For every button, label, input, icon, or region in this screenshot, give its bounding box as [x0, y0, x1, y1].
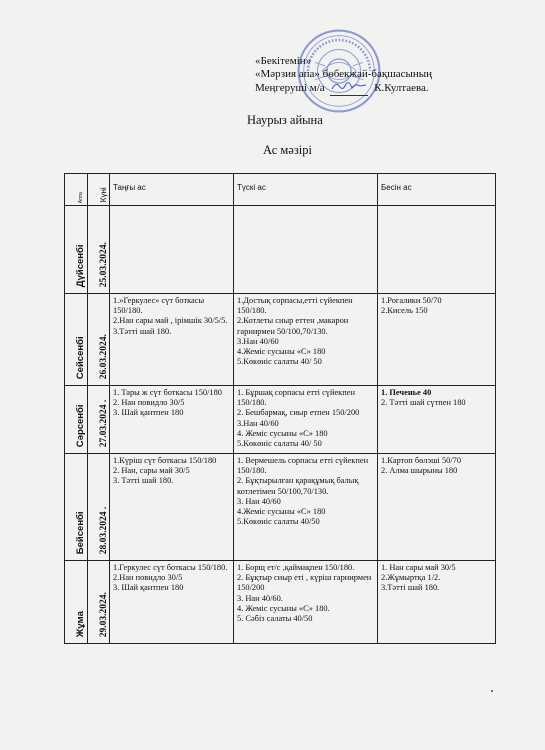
lunch-cell [234, 206, 378, 294]
date-cell [88, 454, 110, 561]
header-breakfast: Таңғы ас [110, 174, 234, 206]
snack-item: 2.Кисель 150 [381, 306, 428, 316]
breakfast-item: 3. Шай қантпен 180 [113, 408, 184, 418]
day-label: Сейсенбі [75, 336, 86, 379]
lunch-item: 4.Жеміс сусыны «С» 180 [237, 507, 326, 517]
breakfast-item: 2.Нан повидло 30/5 [113, 573, 183, 583]
lunch-item: 2. Бұқтырылған қарақұмық балық котлетімен 50/100,70/130. [237, 476, 359, 496]
breakfast-item: 1.Геркулес сүт боткасы 150/180. [113, 563, 228, 572]
lunch-item: 4.Жеміс сусыны «С» 180 [237, 347, 326, 357]
date-cell [88, 294, 110, 386]
header-date [88, 174, 110, 206]
breakfast-cell [110, 386, 234, 454]
approval-line-1: «Бекітемін» [255, 55, 312, 67]
header-day [65, 174, 88, 206]
lunch-cell [234, 294, 378, 386]
lunch-item: 2. Бешбармақ, сиыр етпен 150/200 [237, 408, 360, 418]
month-label: Наурыз айына [247, 113, 323, 127]
breakfast-cell [110, 561, 234, 644]
lunch-item: 5.Көкөніс салаты 40/ 50 [237, 439, 322, 449]
snack-item: 1.Картоп бөлэші 50/70 [381, 456, 462, 465]
breakfast-item: 1.Күріш сүт боткасы 150/180 [113, 456, 217, 465]
snack-item: 3.Тәтті шай 180. [381, 583, 440, 593]
date-cell [88, 206, 110, 294]
header-date-label: Күні [98, 187, 108, 202]
menu-body [65, 206, 496, 644]
snack-item: 2. Тәтті шай сүтпен 180 [381, 398, 466, 408]
lunch-item: 1. Вермешель сорпасы етті сүйекпен 150/180. [237, 456, 369, 476]
day-cell [65, 454, 88, 561]
date-label: 28.03.2024 . [98, 506, 109, 554]
lunch-item: 5.Көкөніс салаты 40/ 50 [237, 357, 322, 367]
lunch-item: 3.Нан 40/60 [237, 336, 279, 346]
snack-cell [378, 206, 496, 294]
header-row [65, 174, 496, 206]
approval-line-3-prefix: Меңгерушi м/а [255, 82, 325, 94]
table-row [65, 561, 496, 644]
lunch-item: 3.Нан 40/60 [237, 418, 279, 428]
breakfast-item: 1.»Геркулес» сүт боткасы 150/180. [113, 296, 205, 316]
table-row [65, 386, 496, 454]
breakfast-item: 1. Тары ж сүт боткасы 150/180 [113, 388, 222, 397]
day-label: Дүйсенбі [75, 244, 86, 287]
breakfast-item: 3. Шай қантпен 180 [113, 583, 184, 593]
breakfast-item: 3.Тәтті шай 180. [113, 326, 172, 336]
day-label: Сәрсенбі [75, 404, 86, 447]
lunch-item: 4. Жеміс сусыны «С» 180. [237, 603, 330, 613]
table-row [65, 454, 496, 561]
day-label: Жұма [75, 610, 86, 637]
day-cell [65, 386, 88, 454]
header-day-label: Апта [78, 191, 84, 203]
lunch-item: 2. Бұқтыр сиыр еті , күріш гарнирмен 150/200 [237, 573, 372, 593]
menu-table [64, 173, 496, 644]
breakfast-cell [110, 294, 234, 386]
breakfast-item: 2. Нан, сары май 30/5 [113, 466, 190, 476]
lunch-cell [234, 454, 378, 561]
snack-cell [378, 454, 496, 561]
breakfast-item: 2.Нан сары май , ірімшік 30/5/5. [113, 316, 228, 326]
date-label: 25.03.2024. [98, 241, 109, 287]
header-lunch: Түскі ас [234, 174, 378, 206]
day-cell [65, 294, 88, 386]
snack-cell [378, 561, 496, 644]
snack-item: 2.Жұмыртқа 1/2. [381, 573, 441, 583]
lunch-item: 2.Котлеты сиыр еттен ,макарон гарнирмен 50/100,70/130. [237, 316, 349, 336]
date-cell [88, 386, 110, 454]
date-cell [88, 561, 110, 644]
lunch-item: 3. Нан 40/60 [237, 496, 281, 506]
snack-item: 1.Рогалики 50/70 [381, 296, 442, 305]
approval-line-3-name: К.Култаева. [374, 82, 429, 94]
signature-icon [330, 80, 368, 91]
lunch-item: 4. Жеміс сусыны «С» 180 [237, 428, 328, 438]
breakfast-cell [110, 454, 234, 561]
day-cell [65, 561, 88, 644]
menu-title: Ас мәзірі [263, 143, 312, 157]
lunch-item: 1. Бұршақ сорпасы етті сүйекпен 150/180. [237, 388, 355, 408]
day-cell [65, 206, 88, 294]
approval-line-2: «Мәрзия апа» бөбекжай-бақшасының [255, 67, 433, 80]
table-row [65, 206, 496, 294]
lunch-item: 1.Достық сорпасы,етті сүйекпен 150/180. [237, 296, 353, 316]
day-label: Бейсенбі [75, 511, 86, 554]
snack-item: 1. Печенье 40 [381, 388, 432, 397]
snack-cell [378, 294, 496, 386]
table-row [65, 294, 496, 386]
breakfast-item: 3. Тәтті шай 180. [113, 476, 174, 486]
breakfast-cell [110, 206, 234, 294]
lunch-item: 5.Көкөніс салаты 40/50 [237, 517, 320, 527]
snack-item: 1. Нан сары май 30/5 [381, 563, 456, 572]
lunch-item: 5. Сәбіз салаты 40/50 [237, 614, 313, 624]
approval-line-3 [255, 80, 505, 96]
lunch-cell [234, 561, 378, 644]
lunch-item: 3. Нан 40/60. [237, 593, 283, 603]
snack-item: 2. Алма шырыны 180 [381, 466, 458, 476]
breakfast-item: 2. Нан повидло 30/5 [113, 398, 185, 408]
lunch-item: 1. Борщ ет/с ,қаймақпен 150/180. [237, 563, 355, 572]
signature-line [330, 80, 368, 96]
date-label: 29.03.2024. [98, 591, 109, 637]
page-speck [491, 690, 493, 692]
date-label: 26.03.2024. [98, 333, 109, 379]
approval-block [255, 55, 505, 96]
snack-cell [378, 386, 496, 454]
date-label: 27.03.2024 . [98, 399, 109, 447]
lunch-cell [234, 386, 378, 454]
header-snack: Бесін ас [378, 174, 496, 206]
